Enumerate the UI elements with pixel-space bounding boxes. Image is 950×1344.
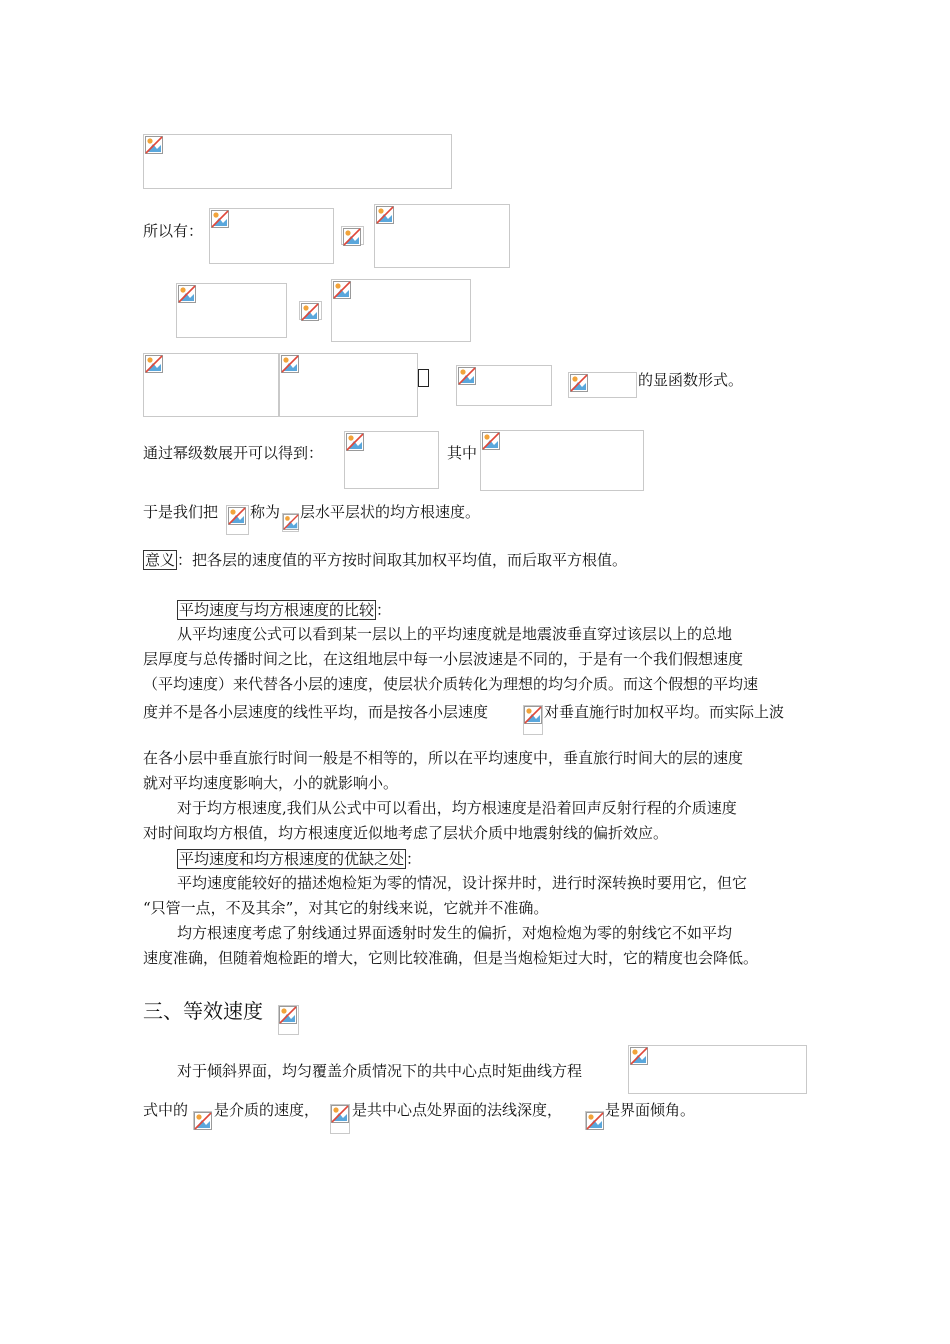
so-have-label: 所以有： [143,222,204,240]
inline-formula-image [330,1104,350,1134]
vars-d: 是界面倾角。 [605,1101,696,1119]
vars-a: 式中的 [143,1101,189,1119]
broken-image-icon [211,210,229,228]
broken-image-icon [145,136,163,154]
vars-c: 是共中心点处界面的法线深度， [352,1101,563,1119]
paragraph-line-part: 对垂直施行时加权平均。而实际上波 [544,703,785,721]
paragraph-line [143,700,488,725]
broken-image-icon [570,374,588,392]
broken-image-icon [279,1006,297,1024]
vars-b: 是介质的速度， [214,1101,320,1119]
inline-formula-image [226,505,249,535]
broken-image-icon [346,433,364,451]
formula-image [143,134,452,189]
paragraph-line-part: 度并不是各小层速度的线性平均，而是按各小层速度 [143,703,489,721]
broken-image-icon [281,355,299,373]
meaning-line [143,550,627,570]
paragraph-line: 对于均方根速度,我们从公式中可以看出，均方根速度是沿着回声反射行程的介质速度 [177,799,737,817]
formula-image [344,431,439,489]
paragraph-line: （平均速度）来代替各小层的速度，使层状介质转化为理想的均匀介质。而这个假想的平均速 [143,675,759,693]
section-title: 三、等效速度 [143,999,263,1023]
broken-image-icon [458,367,476,385]
formula-image [628,1045,807,1094]
paragraph-line: 对时间取均方根值，均方根速度近似地考虑了层状介质中地震射线的偏折效应。 [143,824,669,842]
inline-formula-image [282,513,299,532]
pros-cons-heading-text: 平均速度和均方根速度的优缺之处 [179,850,405,868]
section-intro: 对于倾斜界面，均匀覆盖介质情况下的共中心点时矩曲线方程 [177,1062,583,1080]
broken-image-icon [376,206,394,224]
broken-image-icon [482,432,500,450]
inline-formula-image [193,1111,212,1130]
broken-image-icon [178,285,196,303]
comparison-heading [177,600,391,620]
broken-image-icon [145,355,163,373]
broken-image-icon [630,1047,648,1065]
broken-image-icon [228,507,246,525]
broken-image-icon [283,514,299,530]
paragraph-line: 均方根速度考虑了射线通过界面透射时发生的偏折，对炮检炮为零的射线它不如平均 [177,924,733,942]
paragraph-line: 层厚度与总传播时间之比，在这组地层中每一小层波速是不同的，于是有一个我们假想速度 [143,650,744,668]
placeholder-glyph [418,369,429,387]
paragraph-line: 在各小层中垂直旅行时间一般是不相等的，所以在平均速度中，垂直旅行时间大的层的速度 [143,749,744,767]
formula-image [143,353,279,417]
broken-image-icon [343,228,361,246]
formula-image [480,430,644,491]
series-label: 通过幂级数展开可以得到： [143,444,324,462]
paragraph-line: “只管一点，不及其余”，对其它的射线来说，它就并不准确。 [143,899,549,917]
paragraph-line: 速度准确，但随着炮检距的增大，它则比较准确，但是当炮检矩过大时，它的精度也会降低。 [143,949,759,967]
broken-image-icon [301,303,319,321]
paragraph-line: 平均速度能较好的描述炮检矩为零的情况，设计探井时，进行时深转换时要用它，但它 [177,874,748,892]
paragraph-line: 就对平均速度影响大，小的就影响小。 [143,774,399,792]
formula-image [456,365,552,406]
broken-image-icon [194,1112,212,1130]
call-mid: 称为 [250,503,281,521]
call-prefix: 于是我们把 [143,503,219,521]
paragraph-line: 从平均速度公式可以看到某一层以上的平均速度就是地震波垂直穿过该层以上的总地 [177,625,733,643]
formula-image [279,353,418,417]
broken-image-icon [586,1112,604,1130]
formula-image [374,204,510,268]
pros-cons-heading [177,849,421,869]
broken-image-icon [333,281,351,299]
inline-formula-image [278,1005,299,1035]
meaning-label: 意义 [145,551,176,569]
heading-colon: ： [406,850,422,868]
where-label: 其中 [447,444,478,462]
formula-image [209,208,334,264]
meaning-text: ：把各层的速度值的平方按时间取其加权平均值，而后取平方根值。 [177,551,628,569]
inline-formula-image [585,1111,604,1130]
explicit-form-text: 的显函数形式。 [638,371,744,389]
formula-image [341,226,364,245]
comparison-heading-text: 平均速度与均方根速度的比较 [179,601,375,619]
formula-image [568,372,637,398]
formula-image [331,279,471,342]
formula-image [299,301,322,320]
broken-image-icon [524,706,542,724]
heading-colon: ： [376,601,392,619]
call-suffix: 层水平层状的均方根速度。 [300,503,481,521]
inline-formula-image [523,705,543,735]
formula-image [176,283,287,338]
broken-image-icon [331,1105,349,1123]
